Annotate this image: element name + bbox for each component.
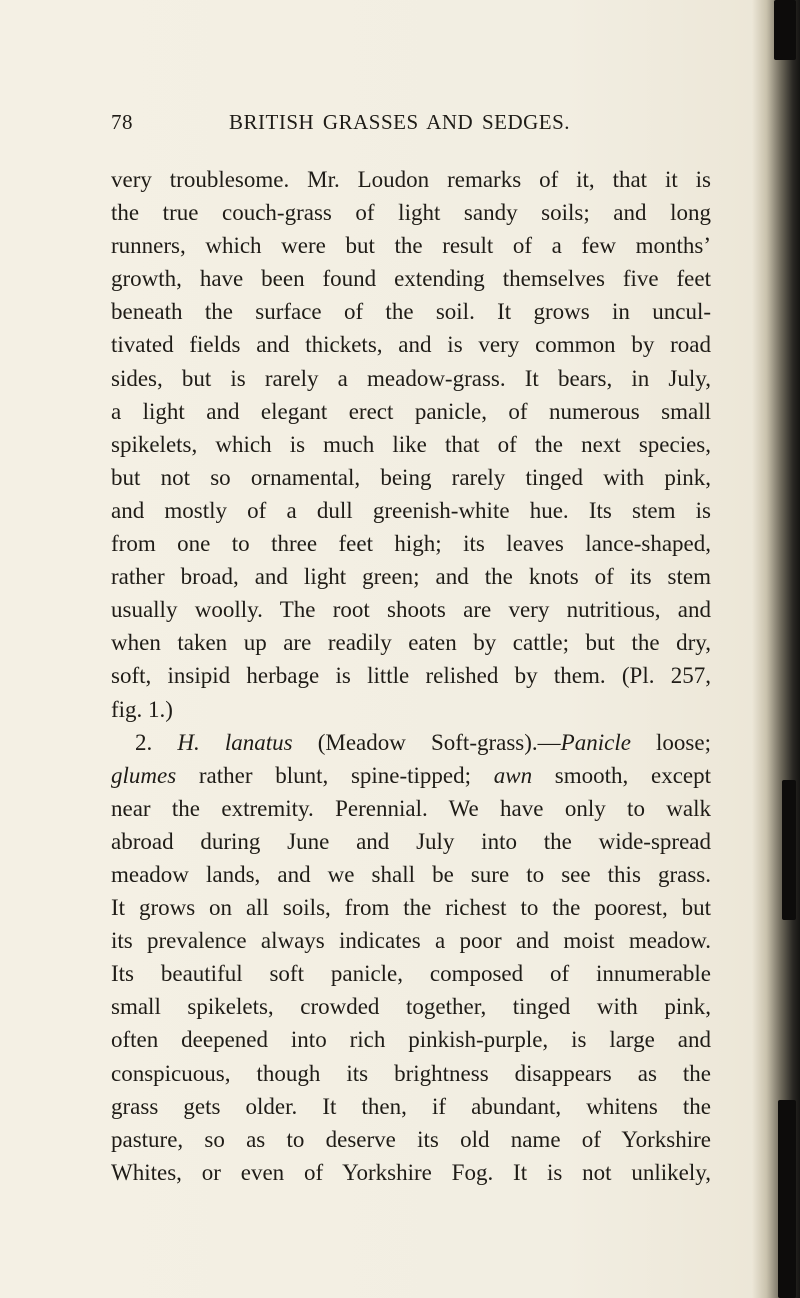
page-binding-edge xyxy=(752,0,800,1298)
text-line: from one to three feet high; its leaves lance-shaped, xyxy=(111,531,711,557)
running-title: BRITISH GRASSES AND SEDGES. xyxy=(229,110,571,134)
text-line: fig. 1.) xyxy=(111,696,173,722)
text-line: when taken up are readily eaten by cattle; but the dry, xyxy=(111,630,711,656)
text-line: the true couch-grass of light sandy soils; and long xyxy=(111,200,711,226)
panicle-term: Panicle xyxy=(560,729,631,755)
text-line: meadow lands, and we shall be sure to see this grass. xyxy=(111,861,711,887)
text-line: and mostly of a dull greenish-white hue. Its stem is xyxy=(111,497,711,523)
text-line: pasture, so as to deserve its old name of Yorkshire xyxy=(111,1126,711,1152)
binding-shadow xyxy=(774,0,796,60)
glumes-term: glumes xyxy=(111,762,177,788)
text-line: but not so ornamental, being rarely tinged with pink, xyxy=(111,464,711,490)
text-line: soft, insipid herbage is little relished by them. (Pl. 257, xyxy=(111,663,711,689)
text-line: very troublesome. Mr. Loudon remarks of it, that it is xyxy=(111,167,711,192)
text-line: spikelets, which is much like that of the next species, xyxy=(111,431,711,457)
text-line: usually woolly. The root shoots are very nutritious, and xyxy=(111,597,711,623)
species-description-line xyxy=(111,759,711,792)
text-line: often deepened into rich pinkish-purple, is large and xyxy=(111,1027,711,1053)
page-header xyxy=(111,110,711,140)
text-line: Whites, or even of Yorkshire Fog. It is not unlikely, xyxy=(111,1159,711,1185)
text-line: beneath the surface of the soil. It grows in uncul- xyxy=(111,299,711,325)
text-line: runners, which were but the result of a few months’ xyxy=(111,233,711,259)
text-line: small spikelets, crowded together, tinged with pink, xyxy=(111,994,711,1020)
binding-shadow xyxy=(782,780,796,920)
text-line: Its beautiful soft panicle, composed of innumerable xyxy=(111,961,711,987)
text-line: abroad during June and July into the wide-spread xyxy=(111,828,711,854)
binding-shadow xyxy=(778,1100,796,1298)
awn-text: smooth, except xyxy=(532,762,712,788)
text-line: its prevalence always indicates a poor and moist meadow. xyxy=(111,928,711,954)
text-line: rather broad, and light green; and the knots of its stem xyxy=(111,564,711,590)
text-line: near the extremity. Perennial. We have only to walk xyxy=(111,795,711,821)
species-entry-line xyxy=(111,726,711,759)
text-line: grass gets older. It then, if abundant, whitens the xyxy=(111,1093,711,1119)
panicle-text: loose; xyxy=(630,729,711,755)
body-text xyxy=(111,163,711,1189)
species-common-name: (Meadow Soft-grass).— xyxy=(317,729,561,755)
species-number: 2. xyxy=(135,729,153,755)
text-line: sides, but is rarely a meadow-grass. It bears, in July, xyxy=(111,365,711,391)
species-name: H. lanatus xyxy=(177,729,293,755)
text-line: a light and elegant erect panicle, of numerous small xyxy=(111,398,711,424)
text-line: It grows on all soils, from the richest to the poorest, but xyxy=(111,895,711,921)
awn-term: awn xyxy=(493,762,533,788)
glumes-text: rather blunt, spine-tipped; xyxy=(176,762,494,788)
text-line: conspicuous, though its brightness disappears as the xyxy=(111,1060,711,1086)
page-number: 78 xyxy=(111,110,133,134)
text-line: tivated fields and thickets, and is very common by road xyxy=(111,332,711,358)
text-line: growth, have been found extending themselves five feet xyxy=(111,266,711,292)
